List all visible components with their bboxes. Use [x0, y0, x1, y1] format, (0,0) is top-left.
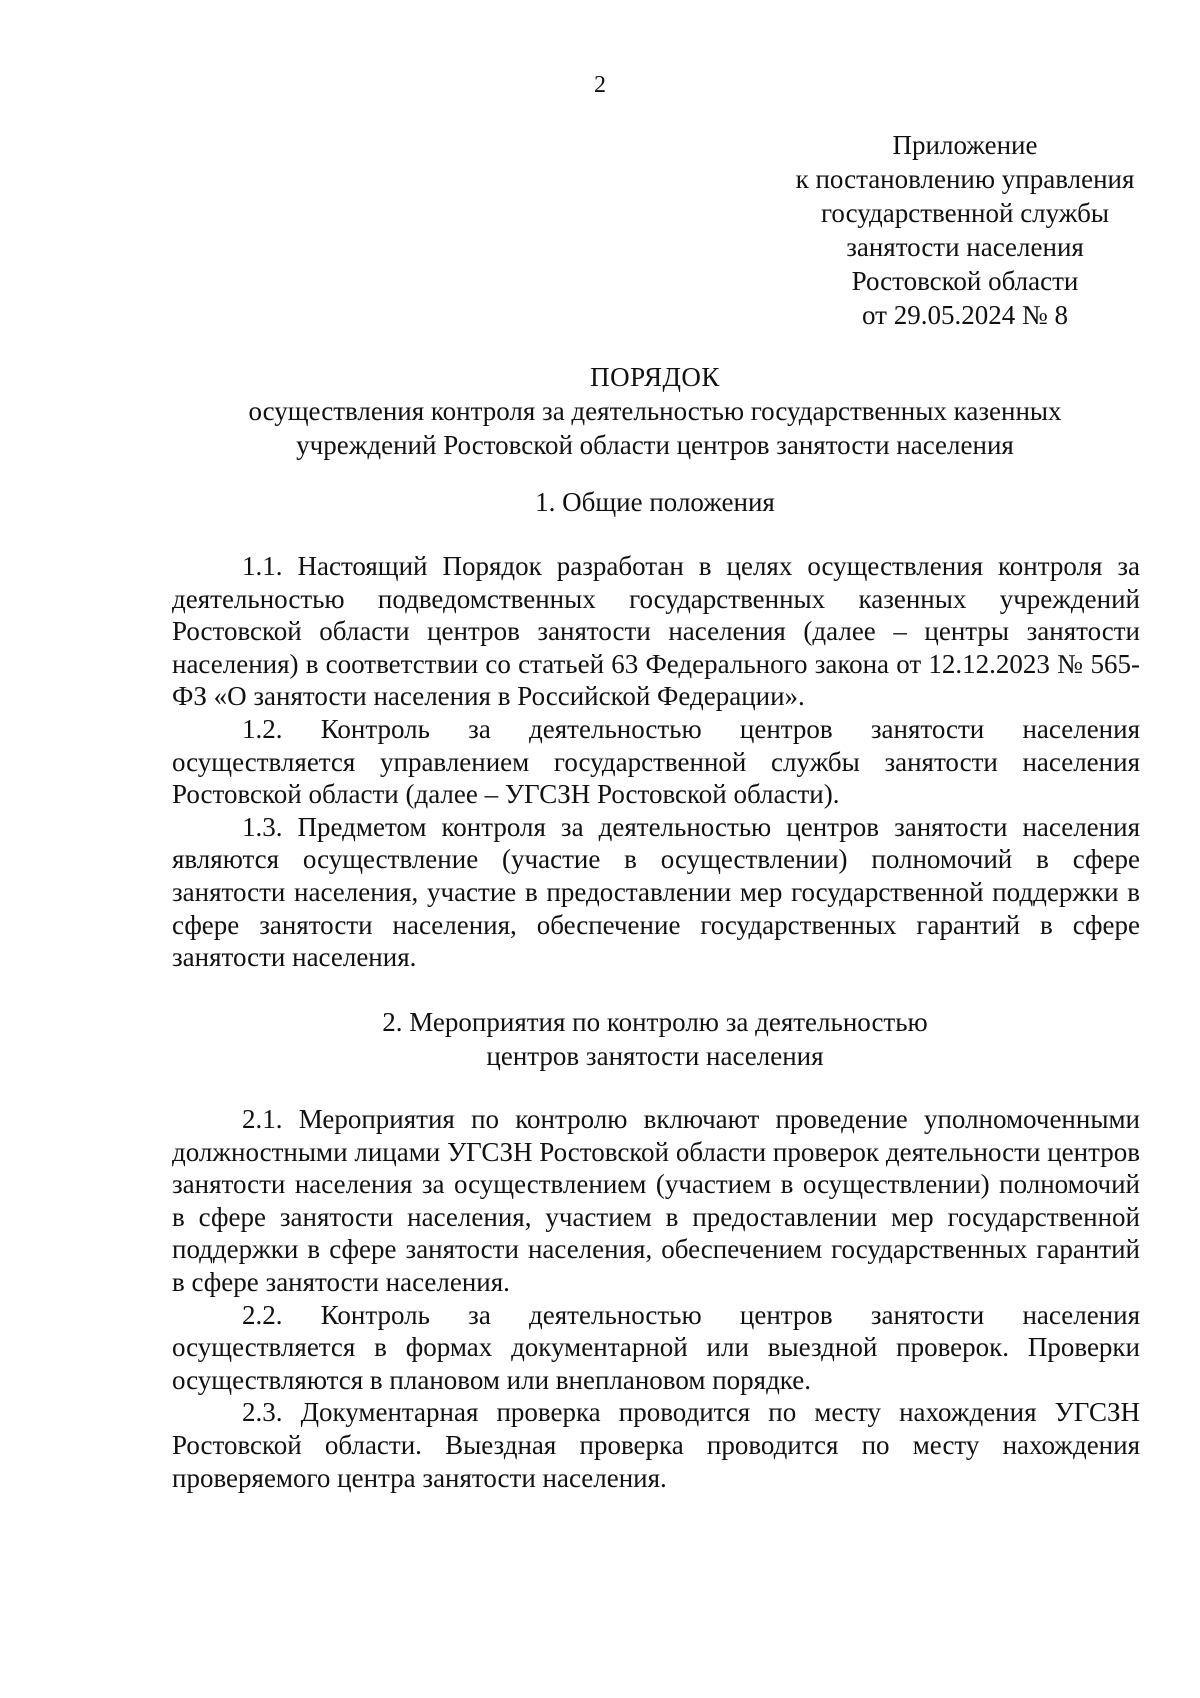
document-title	[170, 360, 1140, 462]
appendix-line: государственной службы	[821, 198, 1109, 228]
paragraph-1-3: 1.3. Предметом контроля за деятельностью центров занятости населения являются осуществление (участие в осуществлении) полномочий в сфере занятости населения, участие в предоставлении мер государственной поддержки в сфере занятости населения, обеспечение государственных гарантий в сфере занятости населения.	[172, 811, 1140, 973]
paragraph-1-1: 1.1. Настоящий Порядок разработан в целях осуществления контроля за деятельностью подведомственных государственных казенных учреждений Ростовской области центров занятости населения (далее – центры занятости населения) в соответствии со статьей 63 Федерального закона от 12.12.2023 № 565-ФЗ «О занятости населения в Российской Федерации».	[172, 551, 1140, 712]
title-main: ПОРЯДОК	[590, 362, 720, 392]
paragraph-1-2: 1.2. Контроль за деятельностью центров занятости населения осуществляется управлением государственной службы занятости населения Ростовской области (далее – УГСЗН Ростовской области).	[172, 713, 1140, 810]
section-heading-line: 2. Мероприятия по контролю за деятельностью	[382, 1007, 928, 1037]
section-heading-2	[170, 1005, 1140, 1073]
appendix-line: от 29.05.2024 № 8	[862, 300, 1068, 330]
section-2-body	[172, 1103, 1140, 1494]
paragraph-2-2: 2.2. Контроль за деятельностью центров занятости населения осуществляется в формах документарной или выездной проверок. Проверки осуществляются в плановом или внеплановом порядке.	[172, 1299, 1140, 1395]
appendix-line: Приложение	[892, 130, 1038, 160]
appendix-line: занятости населения	[846, 232, 1084, 262]
section-heading-line: центров занятости населения	[486, 1041, 824, 1071]
section-heading-line: 1. Общие положения	[535, 487, 775, 517]
title-line: учреждений Ростовской области центров занятости населения	[296, 430, 1014, 460]
paragraph-2-1: 2.1. Мероприятия по контролю включают проведение уполномоченными должностными лицами УГСЗН Ростовской области проверок деятельности центров занятости населения за осуществлением (участием в осуществлении) полномочий в сфере занятости населения, участием в предоставлении мер государственной поддержки в сфере занятости населения, обеспечением государственных гарантий в сфере занятости населения.	[172, 1104, 1140, 1297]
appendix-line: к постановлению управления	[795, 164, 1135, 194]
section-heading-1	[170, 485, 1140, 519]
appendix-line: Ростовской области	[851, 266, 1079, 296]
page-number: 2	[594, 72, 606, 98]
paragraph-2-3: 2.3. Документарная проверка проводится по месту нахождения УГСЗН Ростовской области. Выездная проверка проводится по месту нахождения проверяемого центра занятости населения.	[172, 1397, 1140, 1493]
section-1-body	[172, 550, 1140, 974]
appendix-block	[760, 128, 1170, 332]
title-line: осуществления контроля за деятельностью государственных казенных	[248, 396, 1062, 426]
